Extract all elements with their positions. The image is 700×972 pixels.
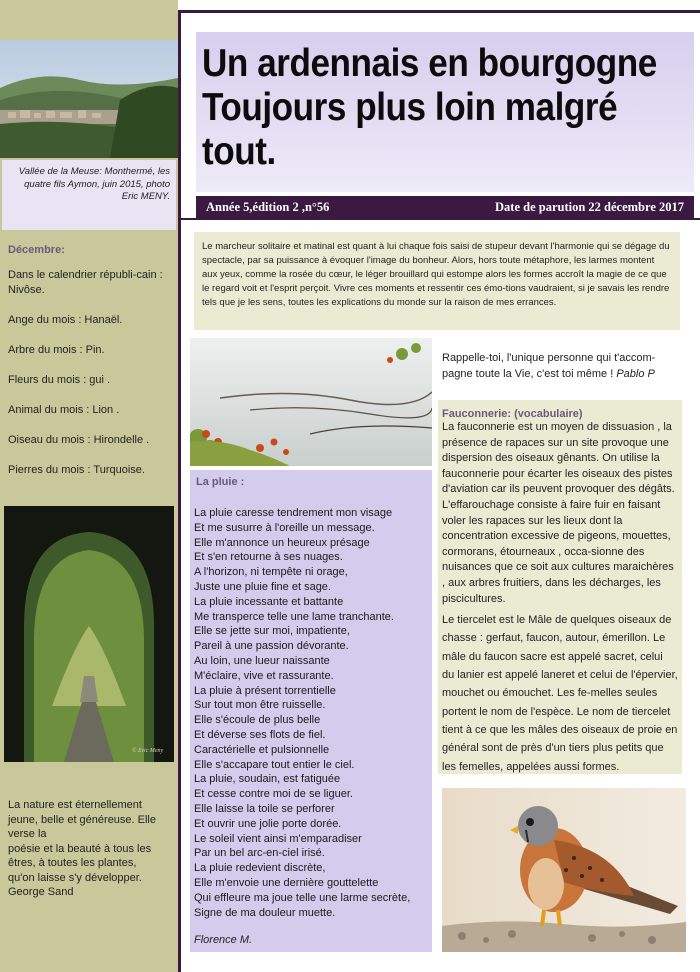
poem-author: Florence M. xyxy=(194,934,253,947)
quote-line: qu'on laisse s'y développer. xyxy=(8,871,142,884)
poem-line: La pluie, soudain, est fatiguée xyxy=(194,773,341,786)
poem-line: Pareil à une passion dévorante. xyxy=(194,640,349,653)
calendar-section xyxy=(0,236,178,497)
quote-line: verse la xyxy=(8,828,47,840)
title-line-3: tout. xyxy=(202,130,276,173)
poem-line: Et s'en retourne à ses nuages. xyxy=(194,551,343,564)
poem-line: La pluie redevient discrète, xyxy=(194,862,326,875)
poem-line: Elle s'accapare tout entier le ciel. xyxy=(194,758,355,771)
poem-line: Au loin, une lueur naissante xyxy=(194,654,330,667)
calendar-line: Oiseau du mois : Hirondelle . xyxy=(8,434,150,446)
quote-line: jeune, belle et généreuse. Elle xyxy=(8,813,156,826)
poem-line: Et déverse ses flots de fiel. xyxy=(194,728,326,741)
falconry-section xyxy=(438,400,682,774)
poem-line: Et ouvrir une jolie porte dorée. xyxy=(194,817,342,830)
calendar-line: Dans le calendrier républi-cain : Nivôse. xyxy=(8,269,163,296)
falconry-title: Fauconnerie: (vocabulaire) xyxy=(442,408,583,420)
quote-author: George Sand xyxy=(8,886,74,898)
poem-line: Elle s'écoule de plus belle xyxy=(194,714,321,727)
calendar-line: Animal du mois : Lion . xyxy=(8,404,120,416)
poem-line: Par un bel arc-en-ciel irisé. xyxy=(194,847,325,860)
meuse-valley-photo xyxy=(0,40,178,158)
calendar-line: Ange du mois : Hanaël. xyxy=(8,314,123,326)
poem-line: Le soleil vient ainsi m'emparadiser xyxy=(194,832,362,845)
quote-line: poésie et la beauté à tous les xyxy=(8,842,152,855)
poem-line: Elle laisse la toile se perforer xyxy=(194,802,335,815)
poem-line: Juste une pluie fine et sage. xyxy=(194,580,331,593)
poem-line: Qui effleure ma joue telle une larme secrète, xyxy=(194,891,411,904)
calendar-line: Fleurs du mois : gui . xyxy=(8,374,111,386)
banner-rule xyxy=(178,218,700,220)
george-sand-quote xyxy=(8,798,170,900)
photo-caption: Vallée de la Meuse: Monthermé, les quatre fils Aymon, juin 2015, photo Eric MENY. xyxy=(2,160,176,230)
quote-line: La nature est éternellement xyxy=(8,799,142,811)
poem-section xyxy=(190,470,432,952)
left-sidebar xyxy=(0,0,178,972)
intro-paragraph: Le marcheur solitaire et matinal est quant à lui chaque fois saisi de stupeur devant l'harmonie qui se dégage du spectacle, par sa puissance à évoquer l'image du bonheur. Alors, hors toute métaphore, les larmes montent aux yeux, comme la rosée du cœur, le léger brouillard qui estompe alors les formes accroît la magie de ce que le regard voit et l'esprit perçoit. Vivre ces moments et ressentir ces émo-tions vaudraient, si je savais les rendre tels que je les sens, toutes les explications du monde sur la raison de mes errances. xyxy=(194,232,680,330)
calendar-line: Pierres du mois : Turquoise. xyxy=(8,464,145,476)
publication-date: Date de parution 22 décembre 2017 xyxy=(495,200,684,214)
poem-line: La pluie incessante et battante xyxy=(194,595,344,608)
kestrel-photo xyxy=(442,788,686,952)
poem-line: M'éclaire, vive et rassurante. xyxy=(194,669,334,682)
newsletter-title xyxy=(196,32,694,192)
title-line-2: Toujours plus loin malgré xyxy=(202,86,618,129)
falconry-paragraph-1: La fauconnerie est un moyen de dissuasion , la présence de rapaces sur un site provoque une dispersion des oiseaux gênants. On utilise la fauconnerie pour écarter les oiseaux des pistes d'aviation car ils peuvent provoquer des dégâts. L'effarouchage consiste à faire fuir en faisant voler les rapaces sur les lieux dont la concentration excessive de pigeons, mouettes, cormorans, étourneaux , occa-sionne des nuisances que ce soit aux cultures maraichères , aux arbres fruitiers, dans les décharges, les piscicultures. xyxy=(442,421,675,605)
poem-line: Me transperce telle une lame tranchante. xyxy=(194,610,394,623)
quote-text: Rappelle-toi, l'unique personne qui t'accom-pagne toute la Vie, c'est toi même ! xyxy=(442,352,656,380)
poem-line: La pluie à présent torrentielle xyxy=(194,684,336,697)
top-border xyxy=(178,10,700,13)
poem-line: Et cesse contre moi de se liguer. xyxy=(194,788,353,801)
poem-line: Sur tout mon être ruisselle. xyxy=(194,699,326,712)
column-divider xyxy=(178,10,181,972)
poem-line: Elle m'envoie une dernière gouttelette xyxy=(194,876,379,889)
poem-line: Caractérielle et pulsionnelle xyxy=(194,743,330,756)
edition-banner xyxy=(196,196,694,218)
poem-title: La pluie : xyxy=(196,476,245,488)
poem-line: Elle m'annonce un heureux présage xyxy=(194,536,370,549)
poem-line: La pluie caresse tendrement mon visage xyxy=(194,507,393,519)
calendar-line: Arbre du mois : Pin. xyxy=(8,344,105,356)
poem-line: A l'horizon, ni tempête ni orage, xyxy=(194,566,348,579)
poem-line: Elle se jette sur moi, impatiente, xyxy=(194,625,350,638)
pablo-quote xyxy=(438,338,682,398)
falconry-paragraph-2: Le tiercelet est le Mâle de quelques oiseaux de chasse : gerfaut, faucon, autour, émerillon. Le mâle du faucon sacre est appelé sacret, celui du lanier est appelé laneret et celui de l'épervier, mouchet ou émouchet. Les fe-melles seules portent le nom de l'espèce. Le nom de tiercelet tient à ce que les mâles des oiseaux de proie en général sont de près d'un tiers plus petits que les femelles, appelées aussi formes. xyxy=(442,614,678,773)
poem-line: Signe de ma douleur muette. xyxy=(194,906,336,919)
photo-signature: © Eric Meny xyxy=(132,748,164,754)
calendar-title: Décembre: xyxy=(8,244,65,256)
quote-author: Pablo P xyxy=(616,368,655,380)
misty-landscape-photo xyxy=(190,338,432,466)
poem-line: Et me susurre à l'oreille un message. xyxy=(194,521,375,534)
quote-line: êtres, à toutes les plantes, xyxy=(8,857,137,869)
title-line-1: Un ardennais en bourgogne xyxy=(202,42,657,85)
tunnel-photo xyxy=(4,506,174,762)
edition-number: Année 5,édition 2 ,n°56 xyxy=(206,200,330,214)
